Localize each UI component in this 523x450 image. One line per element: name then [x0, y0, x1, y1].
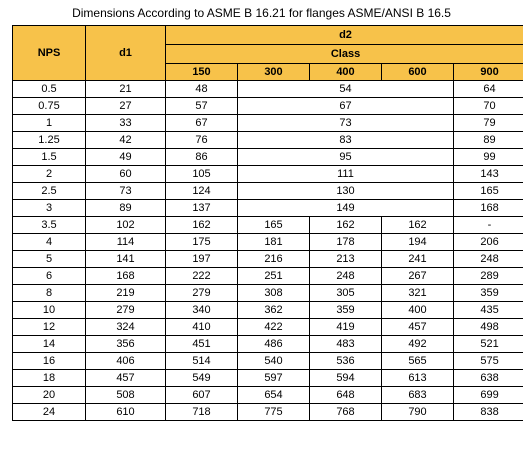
- cell-class-900: 699: [454, 387, 523, 404]
- cell-class-150: 222: [166, 268, 238, 285]
- header-class: Class: [166, 45, 523, 64]
- table-row: [13, 200, 523, 217]
- cell-class-300: 486: [238, 336, 310, 353]
- cell-class-900: 638: [454, 370, 523, 387]
- cell-nps: 1.5: [13, 149, 86, 166]
- cell-d1: 73: [86, 183, 166, 200]
- cell-class-900: 70: [454, 98, 523, 115]
- cell-class-150: 175: [166, 234, 238, 251]
- table-row: [13, 115, 523, 132]
- table-row: [13, 302, 523, 319]
- cell-class-900: 498: [454, 319, 523, 336]
- cell-class-400: 483: [310, 336, 382, 353]
- cell-class-300-600: 83: [238, 132, 454, 149]
- cell-nps: 2: [13, 166, 86, 183]
- table-row: [13, 98, 523, 115]
- cell-class-400: 305: [310, 285, 382, 302]
- table-row: [13, 268, 523, 285]
- table-row: [13, 81, 523, 98]
- cell-class-600: 683: [382, 387, 454, 404]
- cell-nps: 8: [13, 285, 86, 302]
- cell-class-600: 790: [382, 404, 454, 421]
- cell-d1: 27: [86, 98, 166, 115]
- table-row: [13, 149, 523, 166]
- cell-class-150: 105: [166, 166, 238, 183]
- table-row: [13, 285, 523, 302]
- cell-nps: 4: [13, 234, 86, 251]
- table-row: [13, 353, 523, 370]
- flange-dimensions-table: [12, 25, 523, 421]
- table-body: [13, 81, 523, 421]
- cell-class-300: 181: [238, 234, 310, 251]
- cell-class-900: 359: [454, 285, 523, 302]
- cell-class-150: 410: [166, 319, 238, 336]
- cell-d1: 279: [86, 302, 166, 319]
- cell-d1: 60: [86, 166, 166, 183]
- cell-class-900: 64: [454, 81, 523, 98]
- cell-class-150: 76: [166, 132, 238, 149]
- cell-class-600: 267: [382, 268, 454, 285]
- cell-class-300: 216: [238, 251, 310, 268]
- cell-class-300: 251: [238, 268, 310, 285]
- cell-class-150: 57: [166, 98, 238, 115]
- cell-d1: 356: [86, 336, 166, 353]
- cell-class-900: 168: [454, 200, 523, 217]
- cell-class-900: 99: [454, 149, 523, 166]
- cell-nps: 24: [13, 404, 86, 421]
- table-row: [13, 217, 523, 234]
- cell-class-150: 137: [166, 200, 238, 217]
- cell-class-600: 613: [382, 370, 454, 387]
- cell-nps: 0.75: [13, 98, 86, 115]
- cell-class-150: 86: [166, 149, 238, 166]
- cell-class-150: 124: [166, 183, 238, 200]
- cell-class-150: 197: [166, 251, 238, 268]
- table-row: [13, 336, 523, 353]
- cell-class-400: 768: [310, 404, 382, 421]
- header-class-900: 900: [454, 64, 523, 81]
- cell-nps: 14: [13, 336, 86, 353]
- cell-class-300: 654: [238, 387, 310, 404]
- cell-class-900: 165: [454, 183, 523, 200]
- cell-nps: 5: [13, 251, 86, 268]
- cell-nps: 1.25: [13, 132, 86, 149]
- cell-class-900: 575: [454, 353, 523, 370]
- cell-d1: 42: [86, 132, 166, 149]
- cell-class-150: 514: [166, 353, 238, 370]
- cell-nps: 3.5: [13, 217, 86, 234]
- table-row: [13, 319, 523, 336]
- cell-nps: 16: [13, 353, 86, 370]
- cell-class-300: 362: [238, 302, 310, 319]
- cell-d1: 457: [86, 370, 166, 387]
- cell-class-150: 718: [166, 404, 238, 421]
- cell-class-900: 435: [454, 302, 523, 319]
- cell-class-900: 206: [454, 234, 523, 251]
- cell-class-600: 241: [382, 251, 454, 268]
- cell-class-600: 162: [382, 217, 454, 234]
- header-class-300: 300: [238, 64, 310, 81]
- cell-class-150: 607: [166, 387, 238, 404]
- cell-d1: 508: [86, 387, 166, 404]
- header-class-150: 150: [166, 64, 238, 81]
- cell-class-150: 451: [166, 336, 238, 353]
- cell-class-600: 565: [382, 353, 454, 370]
- cell-class-900: 289: [454, 268, 523, 285]
- cell-class-150: 340: [166, 302, 238, 319]
- header-nps: NPS: [13, 26, 86, 81]
- cell-class-900: 521: [454, 336, 523, 353]
- cell-class-150: 67: [166, 115, 238, 132]
- cell-class-300: 540: [238, 353, 310, 370]
- table-row: [13, 370, 523, 387]
- cell-d1: 219: [86, 285, 166, 302]
- table-row: [13, 183, 523, 200]
- cell-class-400: 536: [310, 353, 382, 370]
- cell-nps: 20: [13, 387, 86, 404]
- cell-class-400: 359: [310, 302, 382, 319]
- cell-nps: 10: [13, 302, 86, 319]
- table-row: [13, 234, 523, 251]
- table-row: [13, 251, 523, 268]
- cell-nps: 2.5: [13, 183, 86, 200]
- cell-class-300: 308: [238, 285, 310, 302]
- cell-class-150: 162: [166, 217, 238, 234]
- header-d1: d1: [86, 26, 166, 81]
- cell-class-600: 321: [382, 285, 454, 302]
- cell-class-300-600: 54: [238, 81, 454, 98]
- cell-nps: 18: [13, 370, 86, 387]
- cell-d1: 49: [86, 149, 166, 166]
- cell-class-900: 89: [454, 132, 523, 149]
- cell-d1: 89: [86, 200, 166, 217]
- cell-class-300-600: 149: [238, 200, 454, 217]
- cell-class-400: 162: [310, 217, 382, 234]
- cell-nps: 0.5: [13, 81, 86, 98]
- cell-class-300-600: 95: [238, 149, 454, 166]
- cell-nps: 1: [13, 115, 86, 132]
- cell-d1: 21: [86, 81, 166, 98]
- cell-class-400: 178: [310, 234, 382, 251]
- cell-class-600: 492: [382, 336, 454, 353]
- cell-nps: 3: [13, 200, 86, 217]
- cell-d1: 141: [86, 251, 166, 268]
- cell-class-300: 165: [238, 217, 310, 234]
- cell-class-400: 419: [310, 319, 382, 336]
- cell-class-600: 194: [382, 234, 454, 251]
- cell-class-900: -: [454, 217, 523, 234]
- header-d2: d2: [166, 26, 523, 45]
- cell-class-150: 48: [166, 81, 238, 98]
- cell-d1: 610: [86, 404, 166, 421]
- cell-class-600: 400: [382, 302, 454, 319]
- cell-d1: 33: [86, 115, 166, 132]
- header-class-400: 400: [310, 64, 382, 81]
- cell-d1: 168: [86, 268, 166, 285]
- cell-class-300-600: 130: [238, 183, 454, 200]
- cell-nps: 6: [13, 268, 86, 285]
- table-row: [13, 132, 523, 149]
- cell-d1: 406: [86, 353, 166, 370]
- table-title: Dimensions According to ASME B 16.21 for flanges ASME/ANSI B 16.5: [72, 6, 451, 20]
- cell-class-900: 79: [454, 115, 523, 132]
- cell-d1: 324: [86, 319, 166, 336]
- cell-nps: 12: [13, 319, 86, 336]
- cell-class-300-600: 67: [238, 98, 454, 115]
- cell-class-900: 838: [454, 404, 523, 421]
- header-class-600: 600: [382, 64, 454, 81]
- cell-class-400: 248: [310, 268, 382, 285]
- cell-class-150: 279: [166, 285, 238, 302]
- cell-class-300-600: 111: [238, 166, 454, 183]
- cell-class-600: 457: [382, 319, 454, 336]
- cell-class-150: 549: [166, 370, 238, 387]
- table-row: [13, 166, 523, 183]
- cell-class-300: 422: [238, 319, 310, 336]
- table-row: [13, 404, 523, 421]
- cell-d1: 102: [86, 217, 166, 234]
- cell-class-900: 248: [454, 251, 523, 268]
- cell-d1: 114: [86, 234, 166, 251]
- cell-class-900: 143: [454, 166, 523, 183]
- cell-class-400: 648: [310, 387, 382, 404]
- cell-class-300: 775: [238, 404, 310, 421]
- cell-class-400: 594: [310, 370, 382, 387]
- cell-class-400: 213: [310, 251, 382, 268]
- table-row: [13, 387, 523, 404]
- cell-class-300-600: 73: [238, 115, 454, 132]
- cell-class-300: 597: [238, 370, 310, 387]
